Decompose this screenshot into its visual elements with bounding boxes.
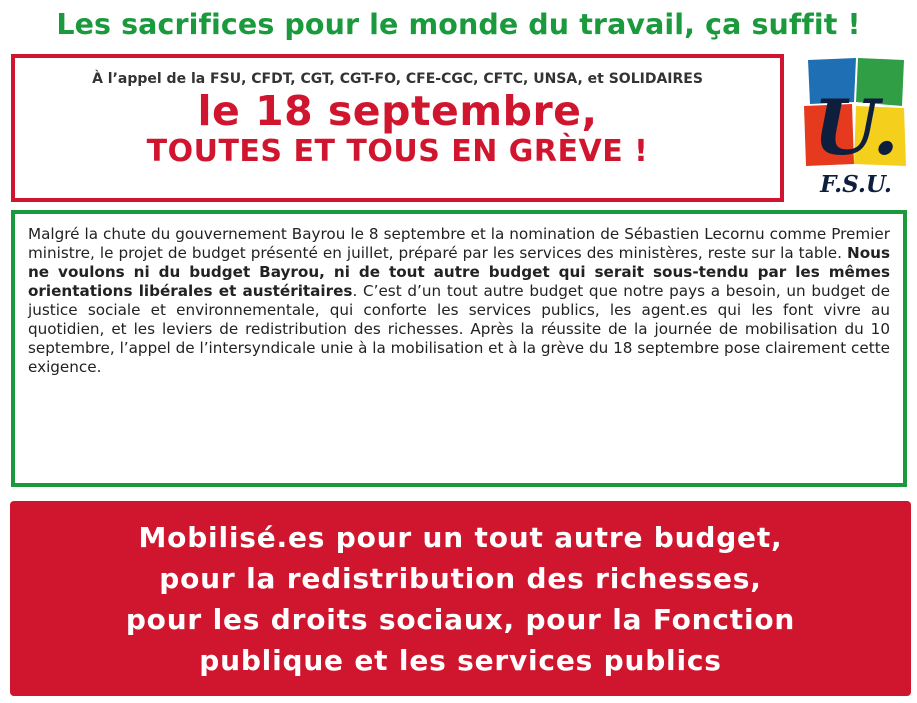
logo-letter: U. [813, 83, 899, 172]
banner-line-3: pour les droits sociaux, pour la Fonction [125, 602, 796, 636]
mobilisation-banner [10, 501, 911, 696]
strike-slogan: TOUTES ET TOUS EN GRÈVE ! [146, 134, 649, 169]
banner-line-2: pour la redistribution des richesses, [159, 561, 762, 595]
page-headline: Les sacrifices pour le monde du travail, ça suffit ! [56, 8, 861, 41]
banner-line-4: publique et les services publics [199, 643, 722, 677]
fsu-logo [800, 56, 912, 200]
body-intro: Malgré la chute du gouvernement Bayrou le 8 septembre et la nomination de Sébastien Lecornu comme Premier ministre, le projet de budget présenté en juillet, préparé par les services des ministères, reste sur la table. [28, 225, 890, 262]
call-intro: À l’appel de la FSU, CFDT, CGT, CGT-FO, CFE-CGC, CFTC, UNSA, et SOLIDAIRES [92, 71, 703, 87]
strike-call-box [11, 54, 784, 202]
logo-caption: F.S.U. [820, 171, 892, 198]
body-text-box [11, 210, 907, 487]
strike-date: le 18 septembre, [197, 87, 598, 135]
banner-line-1: Mobilisé.es pour un tout autre budget, [138, 520, 783, 554]
body-emphasis: Nous ne voulons ni du budget Bayrou, ni de tout autre budget qui serait sous-tendu par les mêmes orientations libérales et austéritaires [28, 244, 890, 300]
fsu-logo-graphic [800, 56, 912, 200]
body-paragraph [28, 225, 890, 377]
body-rest: . C’est d’un tout autre budget que notre pays a besoin, un budget de justice sociale et environnementale, qui conforte les services publics, les agent.es qui les font vivre au quotidien, et les leviers de redistribution des richesses. Après la réussite de la journée de mobilisation du 10 septembre, l’appel de l’intersyndicale unie à la mobilisation et à la grève du 18 septembre pose clairement cette exigence. [28, 282, 890, 376]
